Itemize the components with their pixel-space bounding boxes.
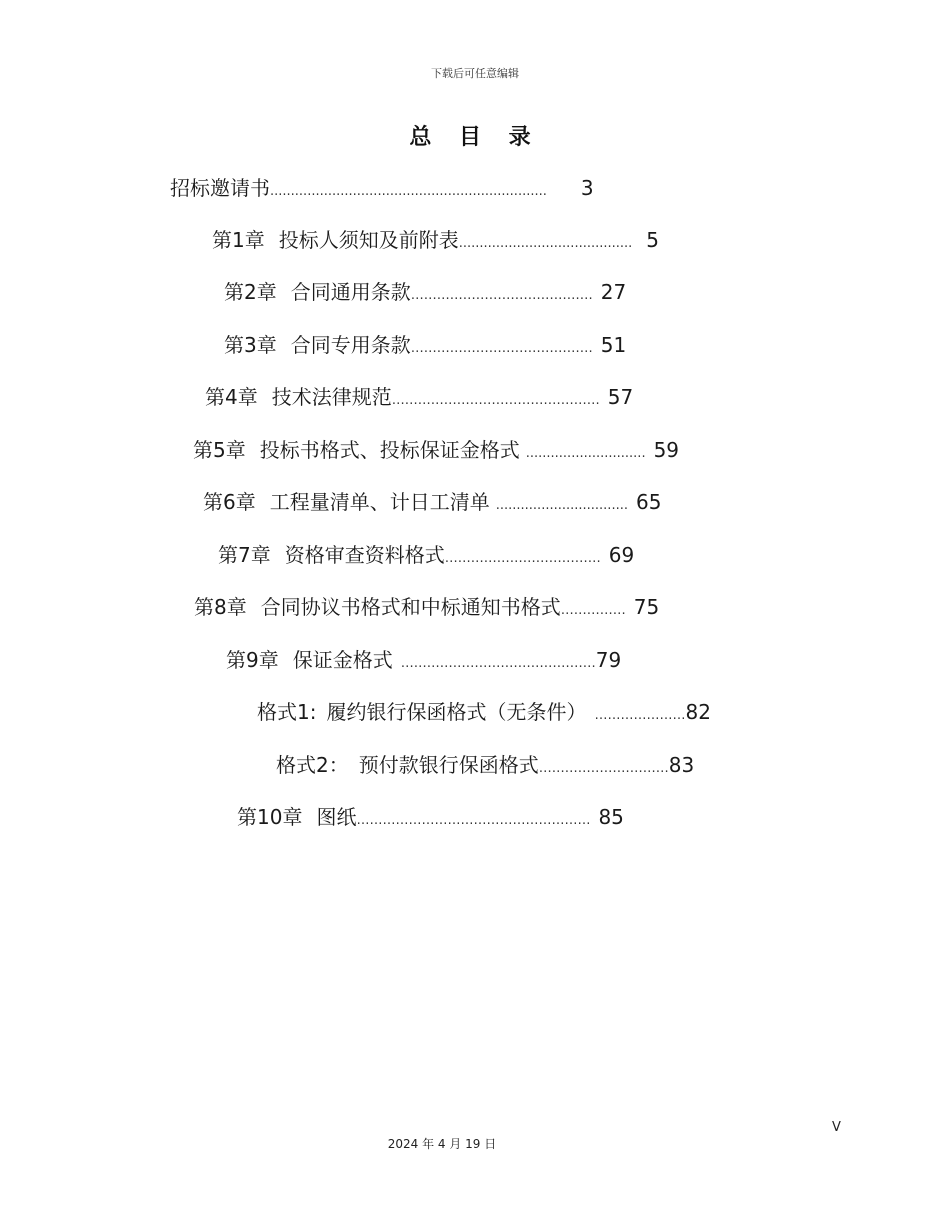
toc-entry-title: 招标邀请书	[170, 176, 270, 200]
toc-entry-dots: ……………	[560, 603, 626, 618]
toc-entry[interactable]	[276, 751, 694, 783]
toc-entry-title: 保证金格式	[292, 648, 393, 672]
toc-entry-chapter: 第9章	[226, 648, 279, 672]
toc-entry-page: 69	[608, 543, 635, 567]
toc-entry-chapter: 格式2：	[276, 753, 349, 777]
toc-entry-title: 预付款银行保函格式	[358, 753, 539, 777]
toc-entry-dots: ................................	[495, 498, 628, 513]
toc-entry-dots: …………………………………………	[391, 393, 600, 408]
toc-entry-page: 57	[607, 385, 634, 409]
toc-entry[interactable]	[194, 593, 659, 625]
toc-entry-page: 83	[668, 753, 695, 777]
toc-entry-title: 合同通用条款	[290, 280, 411, 304]
toc-entry-page: 3	[580, 176, 594, 200]
toc-entry[interactable]	[193, 436, 679, 468]
toc-entry-dots: ………………………………………………	[356, 813, 591, 828]
toc-entry[interactable]	[218, 541, 634, 573]
toc-entry-dots: ……………………………………	[410, 341, 593, 356]
toc-entry-dots: ...................................................................	[270, 184, 547, 199]
toc-entry-page: 85	[598, 805, 624, 829]
toc-entry-title: 履约银行保函格式（无条件）	[326, 700, 587, 724]
toc-entry-title: 图纸	[316, 805, 357, 829]
toc-entry-title: 合同协议书格式和中标通知书格式	[260, 595, 561, 619]
toc-entry-title: 投标人须知及前附表	[278, 228, 459, 252]
toc-entry-title: 投标书格式、投标保证金格式	[259, 438, 520, 462]
toc-entry[interactable]	[224, 278, 626, 310]
footer-date: 2024 年 4 月 19 日	[387, 1137, 497, 1151]
toc-entry-dots: .............................	[525, 446, 646, 461]
toc-entry-chapter: 第4章	[205, 385, 258, 409]
toc-entry[interactable]	[257, 698, 711, 730]
toc-entry[interactable]	[203, 488, 661, 520]
toc-entry-dots: ……………………………………	[410, 288, 593, 303]
toc-entry-dots: ………………………………	[444, 551, 601, 566]
page-title: 总 目 录	[409, 125, 541, 150]
toc-entry-dots: ………………………………………	[400, 656, 596, 671]
toc-entry-page: 79	[595, 648, 622, 672]
toc-entry-page: 59	[653, 438, 680, 462]
toc-entry-page: 5	[646, 228, 660, 252]
toc-entry-title: 技术法律规范	[271, 385, 392, 409]
toc-entry-page: 65	[635, 490, 662, 514]
toc-entry-dots: …………………………	[538, 761, 669, 776]
toc-entry-chapter: 第1章	[212, 228, 265, 252]
toc-entry-chapter: 格式1:	[257, 700, 317, 724]
toc-entry[interactable]	[226, 646, 621, 678]
toc-entry-dots: ..........................................	[458, 236, 633, 251]
toc-entry[interactable]	[170, 174, 594, 206]
header-note: 下载后可任意编辑	[431, 67, 519, 80]
toc-entry-chapter: 第8章	[194, 595, 247, 619]
toc-entry-chapter: 第7章	[218, 543, 271, 567]
toc-entry-chapter: 第5章	[193, 438, 246, 462]
toc-entry-chapter: 第10章	[237, 805, 303, 829]
toc-entry[interactable]	[212, 226, 659, 258]
toc-entry-chapter: 第3章	[224, 333, 277, 357]
page-number: V	[832, 1120, 841, 1135]
toc-entry-title: 合同专用条款	[290, 333, 411, 357]
toc-entry-chapter: 第2章	[224, 280, 277, 304]
toc-entry-page: 27	[600, 280, 627, 304]
toc-entry[interactable]	[205, 383, 633, 415]
toc-entry-title: 资格审查资料格式	[284, 543, 445, 567]
toc-entry-page: 51	[600, 333, 627, 357]
toc-entry-title: 工程量清单、计日工清单	[269, 490, 490, 514]
toc-entry-page: 82	[685, 700, 711, 724]
toc-entry-dots: …………………	[594, 708, 686, 723]
toc-entry[interactable]	[224, 331, 626, 363]
toc-entry-chapter: 第6章	[203, 490, 256, 514]
toc-entry[interactable]	[237, 803, 624, 835]
toc-entry-page: 75	[633, 595, 660, 619]
